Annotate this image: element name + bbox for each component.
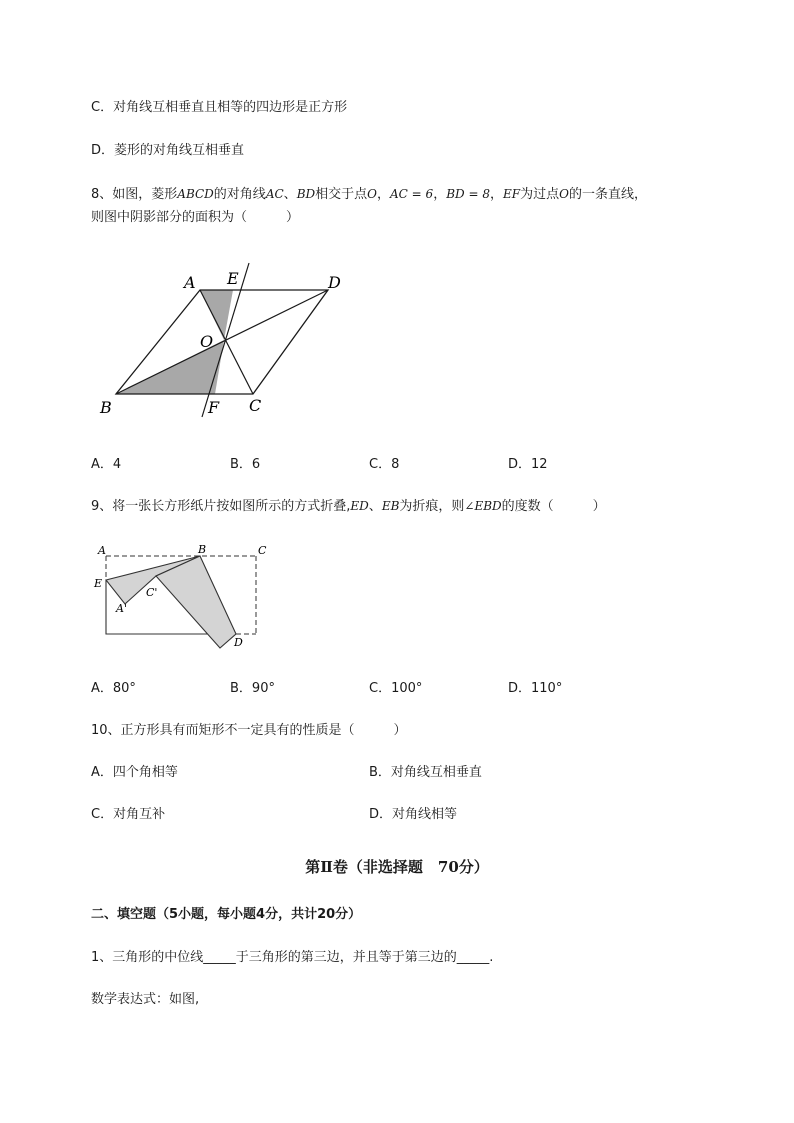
section2-heading: 二、填空题（5小题，每小题4分，共计20分） [91,907,362,922]
q8-text: 的一条直线， [568,187,647,202]
q9-option-c[interactable]: C．100° [369,681,423,696]
q8-label-e: E [227,269,239,288]
q8-option-c[interactable]: C．8 [369,457,400,472]
q7-option-d: D．菱形的对角线互相垂直 [91,143,245,158]
q10-option-d[interactable]: D．对角线相等 [369,807,458,822]
q9-text: 的度数（ ） [501,499,606,514]
q9-fold-figure [88,540,278,655]
q8-number: 8、如图，菱形 [91,187,178,202]
q8-stem-line1 [91,185,647,204]
q8-sep: ， [433,187,447,202]
q8-label-c: C [249,396,262,415]
q9-label-e: E [94,577,103,590]
q9-option-d[interactable]: D．110° [508,681,563,696]
q9-option-b[interactable]: B．90° [230,681,275,696]
q8-label-o: O [200,332,214,351]
q9-sep: 、 [368,499,382,514]
q9-label-a: A [98,544,106,557]
q8-ac: AC [265,187,284,201]
q8-label-d: D [328,273,341,292]
q8-bd-eq: BD = 8 [446,187,490,201]
q9-option-a[interactable]: A．80° [91,681,136,696]
q8-text: 的对角线 [213,187,266,202]
q9-eb: EB [381,499,400,513]
q9-label-c: C [258,544,267,557]
q8-bd: BD [296,187,316,201]
q8-o: O [559,187,569,201]
q8-sep: 、 [283,187,297,202]
q8-label-a: A [184,273,196,292]
q9-label-b: B [198,543,207,556]
q8-sep: ， [377,187,391,202]
q8-label-b: B [100,398,112,417]
q8-ef: EF [502,187,521,201]
q8-option-a[interactable]: A．4 [91,457,122,472]
q9-stem [91,497,606,516]
fill-q1-stem: 1、三角形的中位线_____于三角形的第三边，并且等于第三边的_____. [91,950,494,965]
q9-text: 为折痕，则 [399,499,465,514]
section2-title: 第Ⅱ卷（非选择题 70分） [305,858,489,876]
q8-rhombus: ABCD [177,187,214,201]
q10-stem: 10、正方形具有而矩形不一定具有的性质是（ ） [91,723,407,738]
q8-stem-line2: 则图中阴影部分的面积为（ ） [91,210,300,225]
q10-option-b[interactable]: B．对角线互相垂直 [369,765,482,780]
q8-label-f: F [208,398,220,417]
q8-sep: ， [489,187,503,202]
q9-text: 9、将一张长方形纸片按如图所示的方式折叠, [91,499,351,514]
q10-option-c[interactable]: C．对角互补 [91,807,166,822]
q9-label-c-prime: C' [146,586,158,599]
fill-q1-math-expression: 数学表达式：如图, [91,992,200,1007]
q8-text: 相交于点 [315,187,368,202]
q8-text: 为过点 [520,187,560,202]
q8-ac-eq: AC = 6 [390,187,434,201]
q9-label-a-prime: A' [116,602,127,615]
q9-ed: ED [350,499,369,513]
q8-rhombus-figure [85,255,365,425]
q8-option-b[interactable]: B．6 [230,457,261,472]
q7-option-c: C．对角线互相垂直且相等的四边形是正方形 [91,100,348,115]
q10-option-a[interactable]: A．四个角相等 [91,765,178,780]
q8-option-d[interactable]: D．12 [508,457,548,472]
q9-angle: ∠EBD [464,499,502,513]
q8-o: O [367,187,377,201]
q9-label-d: D [234,636,243,649]
